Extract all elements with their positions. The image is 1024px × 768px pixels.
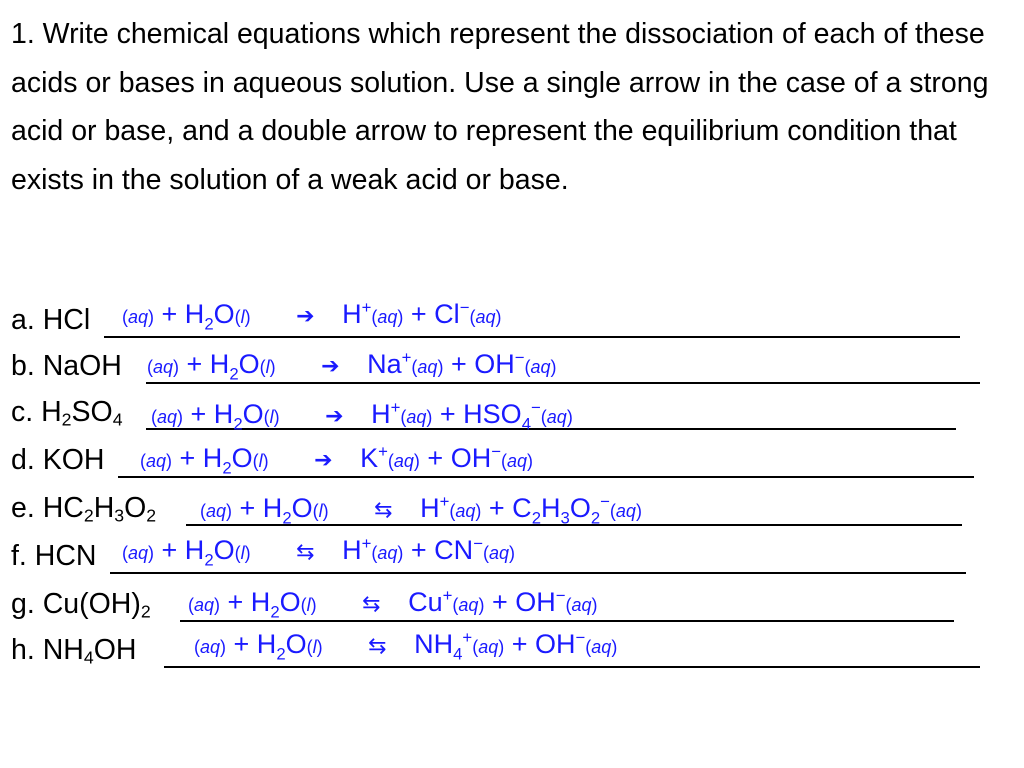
compound-label: a. HCl (11, 304, 91, 336)
equation-row-f (0, 536, 1024, 582)
compound-label: f. HCN (11, 540, 97, 572)
compound-label: d. KOH (11, 444, 105, 476)
double-arrow-icon: ⇆ (362, 591, 381, 616)
equation-row-a (0, 300, 1024, 346)
equation-row-e (0, 488, 1024, 534)
equation-row-d (0, 440, 1024, 486)
answer-equation: $(aq) + H_2O(l)$ ➔ $H^+(aq) + HSO_4^-(aq)$ (151, 398, 573, 434)
compound-label: c. $H_2SO_4$ (11, 396, 123, 430)
answer-equation: $(aq) + H_2O(l)$ ⇆ $H^+(aq) + C_2H_3O_2^-(aq)$ (200, 492, 642, 528)
single-arrow-icon: ➔ (296, 303, 315, 328)
answer-equation: $(aq) + H_2O(l)$ ⇆ H+(aq) + CN−(aq) (122, 534, 515, 570)
equation-row-g (0, 584, 1024, 630)
single-arrow-icon: ➔ (314, 447, 333, 472)
answer-blank-line[interactable] (164, 666, 980, 668)
answer-equation: $(aq) + H_2O(l)$ ⇆ $NH_4^+(aq) + OH^-(aq)$ (194, 628, 618, 664)
answer-blank-line[interactable] (104, 336, 960, 338)
answer-equation: $(aq) + H_2O(l)$ ⇆ Cu+(aq) + OH−(aq) (188, 586, 598, 622)
equation-row-c (0, 392, 1024, 438)
double-arrow-icon: ⇆ (374, 497, 393, 522)
compound-label: g. $Cu(OH)_2$ (11, 588, 151, 622)
answer-equation: $(aq) + H_2O(l)$ ➔ Na+(aq) + OH−(aq) (147, 348, 557, 384)
question-instructions: 1. Write chemical equations which represent the dissociation of each of these acids or bases in aqueous solution. Use a single arrow in the case of a strong acid or base, and a double arrow to represent the equilibrium condition that exists in the solution of a weak acid or base. (11, 18, 989, 196)
single-arrow-icon: ➔ (325, 403, 344, 428)
compound-label: h. $NH_4OH$ (11, 634, 137, 668)
single-arrow-icon: ➔ (321, 353, 340, 378)
answer-equation: $(aq) + H_2O(l)$ ➔ K+(aq) + OH−(aq) (140, 442, 534, 478)
equation-row-h (0, 630, 1024, 676)
double-arrow-icon: ⇆ (296, 539, 315, 564)
compound-label: b. NaOH (11, 350, 122, 382)
answer-blank-line[interactable] (110, 572, 966, 574)
compound-label: e. $HC_2H_3O_2$ (11, 492, 157, 526)
equation-row-b (0, 346, 1024, 392)
double-arrow-icon: ⇆ (368, 633, 387, 658)
answer-equation: $(aq) + H_2O(l)$ ➔ H+(aq) + Cl−(aq) (122, 298, 502, 334)
